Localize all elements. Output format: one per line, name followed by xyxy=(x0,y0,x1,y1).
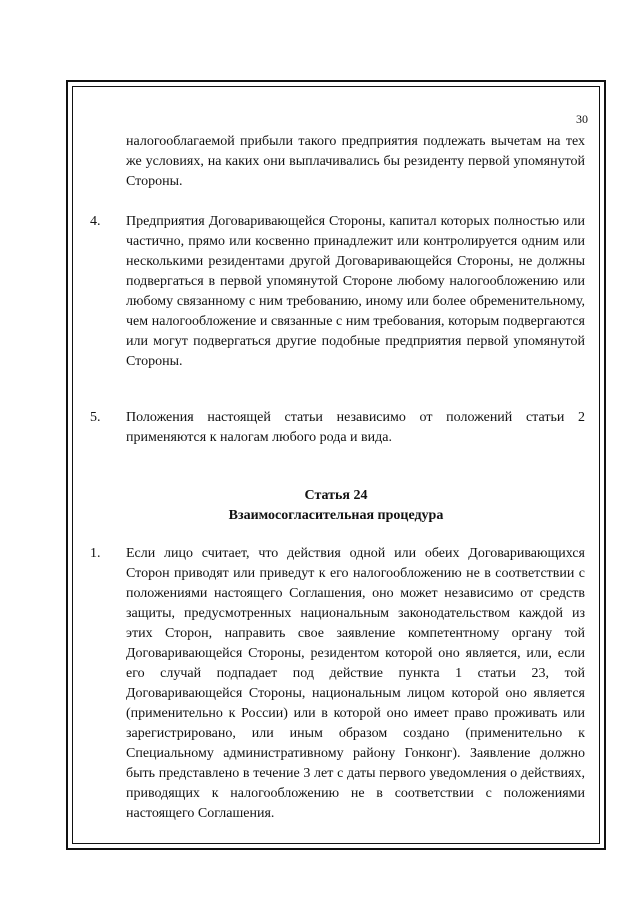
article-number: Статья 24 xyxy=(304,488,368,503)
item-5-text: Положения настоящей статьи независимо от положений статьи 2 применяются к налогам любого рода и вида. xyxy=(126,410,585,445)
item-number: 5. xyxy=(90,410,101,425)
article-title: Взаимосогласительная процедура xyxy=(228,508,444,523)
item-number: 4. xyxy=(90,214,101,229)
item-1-text: Если лицо считает, что действия одной или обеих Договаривающихся Сторон приводят или приведут к его налогообложению не в соответствии с положениями настоящего Соглашения, оно может независимо от средств защиты, предусмотренных национальным законодательством каждой из этих Сторон, направить свое заявление компетентному органу той Договаривающейся Стороны, резидентом которой оно является, или, если его случай подпадает под действие пункта 1 статьи 23, той Договаривающейся Стороны, национальным лицом которой оно является (применительно к России) или в которой оно имеет право проживать или зарегистрировано, или иным образом создано (применительно к Специальному административному району Гонконг). Заявление должно быть представлено в течение 3 лет с даты первого уведомления о действиях, приводящих к налогообложению не в соответствии с положениями настоящего Соглашения. xyxy=(126,546,585,821)
page-number: 30 xyxy=(576,112,588,126)
continuation-paragraph: налогооблагаемой прибыли такого предприятия подлежать вычетам на тех же условиях, на каких они выплачивались бы резиденту первой упомянутой Стороны. xyxy=(126,134,585,189)
item-number: 1. xyxy=(90,546,101,561)
item-4-text: Предприятия Договаривающейся Стороны, капитал которых полностью или частично, прямо или косвенно принадлежит или контролируется одним или несколькими резидентами другой Договаривающейся Стороны, не должны подвергаться в первой упомянутой Стороне любому налогообложению или любому связанному с ним требованию, иному или более обременительному, чем налогообложение и связанные с ним требования, которым подвергаются или могут подвергаться другие подобные предприятия первой упомянутой Стороны. xyxy=(126,214,585,369)
